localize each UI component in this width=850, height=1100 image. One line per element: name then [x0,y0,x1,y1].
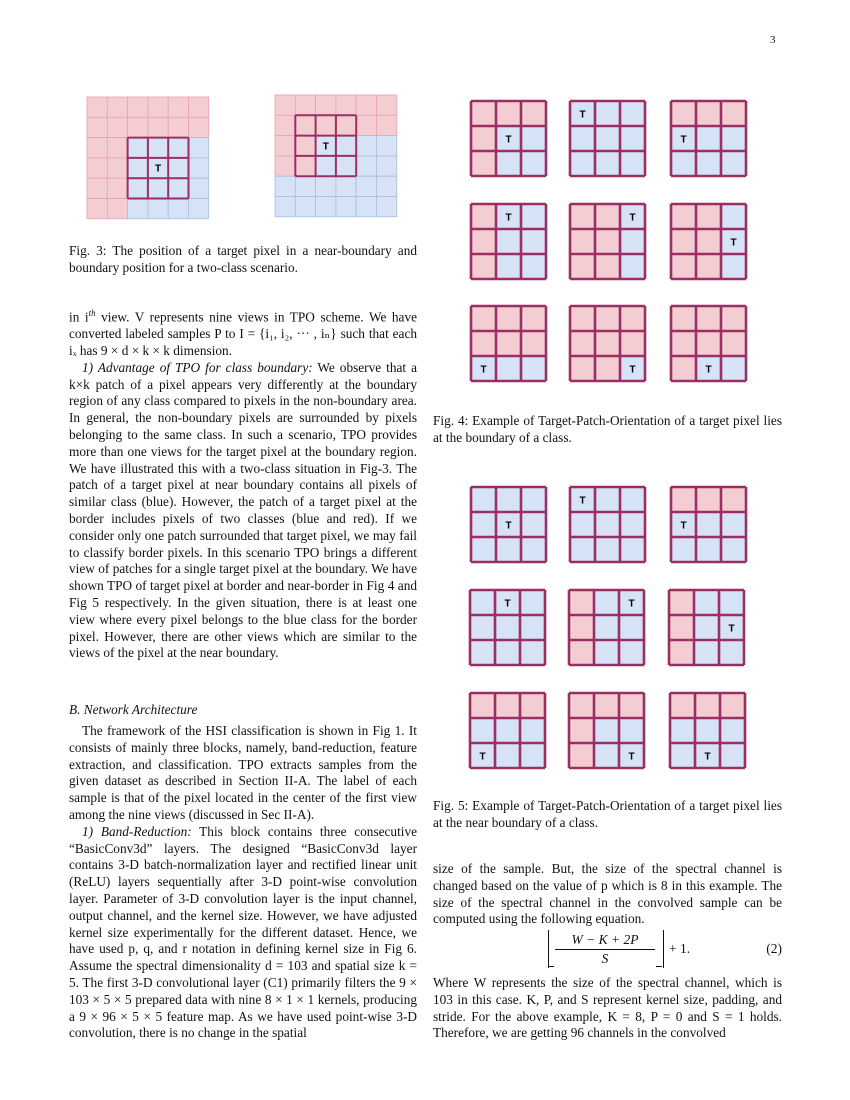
patch-cell [471,126,496,151]
paragraph-network-architecture: The framework of the HSI classification is shown in Fig 1. It consists of mainly three blocks, namely, band-reduction, feature extraction, and classification. TPO extracts samples from the given dataset as described in Section II-A. The label of each sample is that of the pixel located in the center of the first view among the nine views (discussed in Sec II-A). [69,723,417,822]
patch-cell [620,229,645,254]
patch-cell [670,743,695,768]
patch-cell [521,254,546,279]
patch-cell [696,487,721,512]
fig4-patch [471,204,546,279]
patch-cell [471,151,496,176]
target-label: T [629,364,636,376]
patch-cell [721,356,746,381]
patch-cell [471,331,496,356]
patch-cell [721,151,746,176]
patch-cell [520,590,545,615]
target-label: T [680,134,687,146]
target-label: T [728,623,735,635]
patch-cell [595,356,620,381]
patch-cell [521,331,546,356]
patch-cell [721,331,746,356]
patch-cell [721,254,746,279]
patch-cell [521,512,546,537]
patch-cell [495,743,520,768]
paragraph-advantage-tpo: 1) Advantage of TPO for class boundary: We observe that a k×k patch of a pixel appears very differently at the boundary region of any class compared to pixels in the non-boundary area. In general, the non-boundary pixels are surrounded by pixels belonging to the same class. In such a scenario, TPO provides more than one views for the target pixel at the boundary region. We have illustrated this with a two-class situation in Fig-3. The patch of a target pixel at near boundary contains all pixels of similar class (blue). However, the patch of a target pixel at the border includes pixels of two classes (blue and red). If we consider only one patch surrounded that target pixel, we may fail to classify border pixels. In this scenario TPO brings a different view of patches for a single target pixel at the boundary. We have shown TPO of target pixel at border and near-border in Fig 4 and Fig 5 respectively. In the given situation, there is at least one view where every pixel belongs to the blue class for the border pixel. However, there are other views which are similar to the views of the pixel at the near boundary. [69,359,417,661]
patch-cell [594,615,619,640]
fig4-patch [471,101,546,176]
patch-cell [521,306,546,331]
patch-cell [595,487,620,512]
patch-cell [671,537,696,562]
patch-cell [696,204,721,229]
patch-cell [721,512,746,537]
patch-cell [470,640,495,665]
target-label: T [504,598,511,610]
target-label: T [480,364,487,376]
patch-cell [720,743,745,768]
target-label: T [505,134,512,146]
patch-cell [570,331,595,356]
patch-cell [720,718,745,743]
patch-cell [619,718,644,743]
patch-cell [595,254,620,279]
patch-cell [671,204,696,229]
equation-tail: + 1. [669,941,691,956]
fig4-patch [671,204,746,279]
patch-cell [719,590,744,615]
patch-cell [521,537,546,562]
patch-cell [669,615,694,640]
patch-cell [721,126,746,151]
patch-cell [569,590,594,615]
target-label: T [154,163,162,175]
patch-cell [620,101,645,126]
patch-cell [495,640,520,665]
patch-cell [620,537,645,562]
patch-cell [595,101,620,126]
patch-cell [521,229,546,254]
patch-cell [496,306,521,331]
target-label: T [629,212,636,224]
patch-cell [720,693,745,718]
patch-cell [496,229,521,254]
fig4-patch [671,306,746,381]
left-column-network [69,723,417,1042]
patch-cell [694,590,719,615]
patch-cell [471,487,496,512]
target-label: T [704,751,711,763]
patch-cell [569,640,594,665]
patch-cell [620,306,645,331]
patch-cell [595,306,620,331]
patch-cell [470,590,495,615]
patch-cell [721,487,746,512]
patch-cell [496,254,521,279]
target-label: T [628,751,635,763]
patch-cell [671,101,696,126]
target-label: T [579,109,586,121]
patch-cell [695,693,720,718]
patch-cell [671,306,696,331]
equation-denominator: S [601,951,609,966]
fig4-patch [671,101,746,176]
patch-cell [721,101,746,126]
patch-cell [595,512,620,537]
patch-cell [619,640,644,665]
patch-cell [620,487,645,512]
patch-cell [620,512,645,537]
left-column [69,305,417,662]
target-label: T [730,237,737,249]
patch-cell [496,537,521,562]
patch-cell [595,151,620,176]
patch-cell [694,615,719,640]
target-label: T [628,598,635,610]
equation-numerator: W − K + 2P [571,932,639,947]
paragraph-spectral-variables: Where W represents the size of the spectral channel, which is 103 in this case. K, P, and S represent kernel size, padding, and stride. For the above example, K = 8, P = 0 and S = 1 holds. Therefore, we are getting 96 channels in the convolved [433,975,782,1041]
patch-cell [471,101,496,126]
patch-cell [521,487,546,512]
target-label: T [479,751,486,763]
patch-cell [570,306,595,331]
patch-cell [594,590,619,615]
paragraph-spectral-size: size of the sample. But, the size of the spectral channel is changed based on the value of p which is 8 in this example. The size of the spectral channel in the convolved sample can be computed using the following equation. [433,861,782,927]
patch-cell [521,151,546,176]
patch-cell [696,229,721,254]
subsection-title-advantage: 1) Advantage of TPO for class boundary: [82,359,313,375]
patch-cell [595,331,620,356]
page-number: 3 [770,34,776,46]
patch-cell [671,356,696,381]
patch-cell [696,512,721,537]
fig5-patch [569,590,644,665]
patch-cell [670,693,695,718]
fig5-patch [471,487,546,562]
patch-cell [620,151,645,176]
fig4-patch [570,101,645,176]
paragraph-band-reduction: 1) Band-Reduction: This block contains three consecutive “BasicConv3d” layers. The designed “BasicConv3d layer contains 3-D batch-normalization layer and rectified linear unit (ReLU) layers sequentially after 3-D point-wise convolution layer. Parameter of 3-D convolution layer is the input channel, output channel, and the kernel size. However, we have adjusted kernel size experimentally for the different dataset. Hence, we have used p, q, and r notation in defining kernel size in Fig 6. Assume the spectral dimensionality d = 103 and spatial size k = 5. The first 3-D convolutional layer (C1) primarily filters the 9 × 103 × 5 × 5 prepared data with nine 8 × 1 × 1 kernels, producing a 9 × 96 × 5 × 5 feature map. As we have used point-wise 3-D convolution, there is no change in the spatial [69,823,418,1041]
patch-cell [594,743,619,768]
patch-cell [594,640,619,665]
right-column-bottom [433,975,782,1042]
patch-cell [696,331,721,356]
patch-cell [619,693,644,718]
patch-cell [495,718,520,743]
patch-cell [496,331,521,356]
patch-cell [495,693,520,718]
fig5-patch [670,693,745,768]
patch-cell [671,229,696,254]
patch-cell [669,640,694,665]
patch-cell [496,101,521,126]
patch-cell [471,254,496,279]
patch-cell [595,537,620,562]
patch-cell [470,718,495,743]
patch-cell [570,204,595,229]
patch-cell [521,356,546,381]
patch-cell [696,254,721,279]
fig5-patch [470,590,545,665]
section-heading-network-architecture: B. Network Architecture [69,702,198,717]
paragraph-tpo-views: in $i^{th}$ view. V represents nine views in TPO scheme. We have converted labeled samples P to I = {i₁, i₂, ··· , iₙ} such that each iₓ has 9 × d × k × k dimension. [69,308,417,359]
subsection-title-band-reduction: 1) Band-Reduction: [82,823,192,839]
patch-cell [594,718,619,743]
target-label: T [680,520,687,532]
fig5-patch [569,693,644,768]
patch-cell [570,151,595,176]
equation-2 [433,930,782,970]
patch-cell [520,693,545,718]
patch-cell [496,356,521,381]
patch-cell [696,537,721,562]
patch-cell [595,204,620,229]
patch-cell [520,640,545,665]
patch-cell [696,126,721,151]
fig4-patch [570,306,645,381]
patch-cell [520,615,545,640]
patch-cell [620,331,645,356]
patch-cell [496,487,521,512]
patch-cell [570,512,595,537]
patch-cell [570,537,595,562]
patch-cell [569,743,594,768]
target-label: T [705,364,712,376]
patch-cell [520,743,545,768]
equation-number: (2) [766,941,782,956]
patch-cell [671,331,696,356]
patch-cell [570,356,595,381]
patch-cell [521,204,546,229]
figure-5-caption: Fig. 5: Example of Target-Patch-Orientation of a target pixel lies at the near boundary of a class. [433,798,782,830]
patch-cell [671,151,696,176]
patch-cell [470,693,495,718]
fig5-patch [669,590,744,665]
patch-cell [670,718,695,743]
right-column-top [433,861,782,928]
target-label: T [505,212,512,224]
patch-cell [696,306,721,331]
target-label: T [322,141,329,153]
patch-cell [669,590,694,615]
patch-cell [721,306,746,331]
patch-cell [695,718,720,743]
patch-cell [671,487,696,512]
fig5-patch [570,487,645,562]
patch-cell [719,640,744,665]
patch-cell [620,126,645,151]
patch-cell [595,229,620,254]
patch-cell [721,204,746,229]
patch-cell [495,615,520,640]
fig5-patch [671,487,746,562]
patch-cell [721,537,746,562]
patch-cell [569,693,594,718]
patch-cell [521,101,546,126]
patch-cell [569,718,594,743]
patch-cell [620,254,645,279]
patch-cell [570,229,595,254]
patch-cell [520,718,545,743]
patch-cell [470,615,495,640]
patch-cell [569,615,594,640]
patch-cell [595,126,620,151]
patch-cell [694,640,719,665]
patch-cell [521,126,546,151]
patch-cell [471,512,496,537]
patch-cell [594,693,619,718]
patch-cell [471,537,496,562]
patch-cell [619,615,644,640]
fig4-patch [471,306,546,381]
patch-cell [570,254,595,279]
patch-cell [496,151,521,176]
patch-cell [570,126,595,151]
fig4-patch [570,204,645,279]
patch-cell [696,101,721,126]
patch-cell [471,306,496,331]
target-label: T [579,495,586,507]
fig5-patch [470,693,545,768]
patch-cell [471,204,496,229]
patch-cell [696,151,721,176]
figure-4-caption: Fig. 4: Example of Target-Patch-Orientation of a target pixel lies at the boundary of a class. [433,413,782,445]
patch-cell [471,229,496,254]
patch-cell [671,254,696,279]
figure-3-caption: Fig. 3: The position of a target pixel in a near-boundary and boundary position for a two-class scenario. [69,243,417,275]
target-label: T [505,520,512,532]
